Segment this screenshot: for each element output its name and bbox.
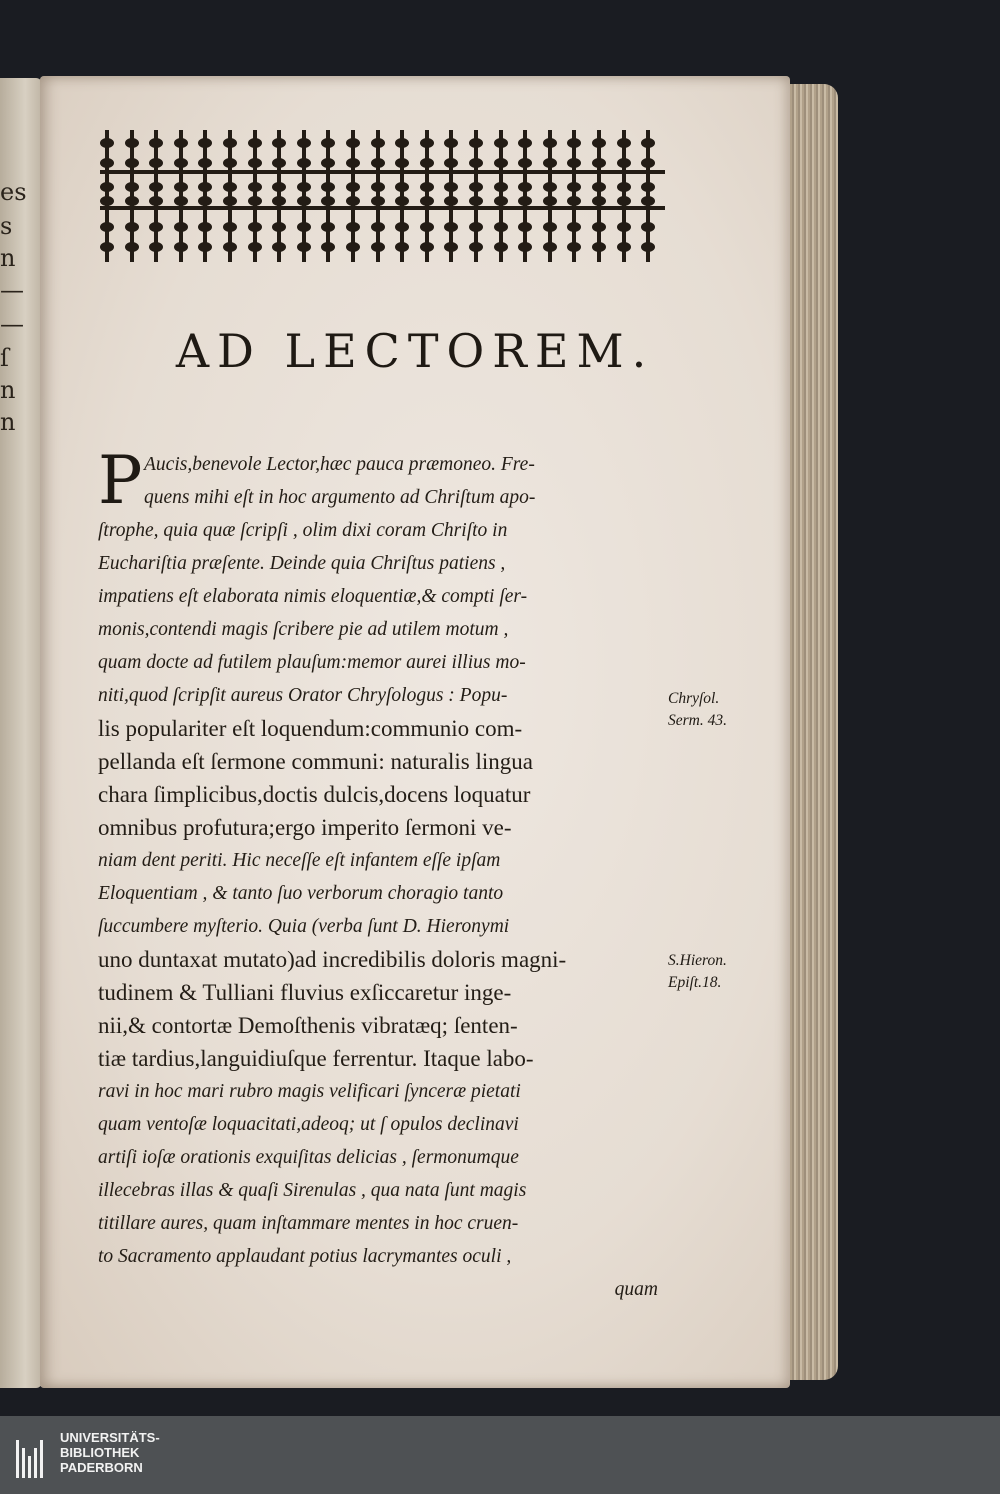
library-name-line: BIBLIOTHEK: [60, 1445, 140, 1460]
text-line: lis populariter eſt loquendum:communio com-: [98, 716, 523, 741]
text-line: ravi in hoc mari rubro magis velificari ſynceræ pietati: [98, 1081, 521, 1102]
fleuron-icon: [100, 130, 114, 262]
text-line: niti,quod ſcripſit aureus Orator Chryſologus : Popu-: [98, 685, 508, 706]
margin-note-hieronymus: [668, 950, 778, 994]
left-page-fragment: es: [0, 178, 27, 206]
margin-note-line: Chryſol.: [668, 690, 720, 707]
left-page-fragment: n: [0, 244, 16, 272]
fleuron-icon: [518, 130, 532, 262]
fleuron-icon: [174, 130, 188, 262]
text-line: quens mihi eſt in hoc argumento ad Chriſtum apo-: [144, 487, 536, 508]
fleuron-icon: [149, 130, 163, 262]
body-text: [98, 442, 658, 1306]
fleuron-icon: [198, 130, 212, 262]
book-page: [40, 76, 790, 1388]
library-name: [60, 1430, 160, 1475]
text-line: omnibus profutura;ergo imperito ſermoni ve-: [98, 815, 512, 840]
fleuron-icon: [444, 130, 458, 262]
fleuron-icon: [420, 130, 434, 262]
text-line: ſuccumbere myſterio. Quia (verba ſunt D. Hieronymi: [98, 916, 510, 937]
page-heading: AD LECTOREM.: [175, 324, 655, 378]
fleuron-icon: [567, 130, 581, 262]
text-line: titillare aures, quam inſtammare mentes in hoc cruen-: [98, 1213, 519, 1234]
left-page-fragment: —: [0, 276, 24, 304]
library-name-line: UNIVERSITÄTS-: [60, 1430, 160, 1445]
fleuron-icon: [321, 130, 335, 262]
drop-cap: P: [98, 442, 143, 519]
margin-note-line: Epiſt.18.: [668, 974, 722, 991]
library-footer: [0, 1416, 1000, 1494]
text-line: nii,& contortæ Demoſthenis vibratæq; ſenten-: [98, 1013, 518, 1038]
text-line: ſtrophe, quia quæ ſcripſi , olim dixi coram Chriſto in: [98, 520, 508, 541]
left-page-fragment: n: [0, 408, 16, 436]
text-line: chara ſimplicibus,doctis dulcis,docens loquatur: [98, 782, 531, 807]
text-line: impatiens eſt elaborata nimis eloquentiæ,& compti ſer-: [98, 586, 528, 607]
text-line: illecebras illas & quaſi Sirenulas , qua nata ſunt magis: [98, 1180, 527, 1201]
text-line: tiæ tardius,languidiuſque ferrentur. Itaque labo-: [98, 1046, 534, 1071]
fleuron-icon: [641, 130, 655, 262]
text-lines: [98, 442, 658, 1273]
text-line: Euchariſtia præſente. Deinde quia Chriſtus patiens ,: [98, 553, 506, 574]
text-line: monis,contendi magis ſcribere pie ad utilem motum ,: [98, 619, 509, 640]
fleuron-icon: [248, 130, 262, 262]
fleuron-icon: [272, 130, 286, 262]
fleuron-ornament-band: [100, 130, 665, 262]
text-line: quam ventoſæ loquacitati,adeoq; ut ſ opulos declinavi: [98, 1114, 519, 1135]
fleuron-icon: [395, 130, 409, 262]
page-edges: [786, 84, 838, 1380]
text-line: artiſi ioſæ orationis exquiſitas delicias , ſermonumque: [98, 1147, 519, 1168]
fleuron-icon: [543, 130, 557, 262]
library-logo-icon: [16, 1436, 52, 1478]
margin-note-chrysologus: [668, 688, 778, 732]
library-name-line: PADERBORN: [60, 1460, 143, 1475]
left-page-fragment: —: [0, 310, 24, 338]
left-page-fragment: s: [0, 212, 13, 240]
fleuron-icon: [346, 130, 360, 262]
fleuron-icon: [125, 130, 139, 262]
left-page-fragment: ſ: [0, 344, 9, 372]
fleuron-icon: [592, 130, 606, 262]
fleuron-icon: [223, 130, 237, 262]
text-line: uno duntaxat mutato)ad incredibilis doloris magni-: [98, 947, 567, 972]
text-line: tudinem & Tulliani fluvius exſiccaretur inge-: [98, 980, 512, 1005]
fleuron-icon: [494, 130, 508, 262]
left-page-fragment: n: [0, 376, 16, 404]
text-line: Eloquentiam , & tanto ſuo verborum choragio tanto: [98, 883, 504, 904]
text-line: niam dent periti. Hic neceſſe eſt infantem eſſe ipſam: [98, 850, 501, 871]
previous-page-edge: [0, 78, 42, 1388]
fleuron-icon: [371, 130, 385, 262]
text-line: pellanda eſt ſermone communi: naturalis lingua: [98, 749, 533, 774]
fleuron-icon: [297, 130, 311, 262]
text-line: to Sacramento applaudant potius lacrymantes oculi ,: [98, 1246, 512, 1267]
text-line: Aucis,benevole Lector,hæc pauca præmoneo. Fre-: [144, 454, 535, 475]
margin-note-line: S.Hieron.: [668, 952, 727, 969]
margin-note-line: Serm. 43.: [668, 712, 727, 729]
fleuron-icon: [469, 130, 483, 262]
catchword: quam: [614, 1279, 658, 1300]
fleuron-icon: [617, 130, 631, 262]
text-line: quam docte ad futilem plauſum:memor aurei illius mo-: [98, 652, 526, 673]
